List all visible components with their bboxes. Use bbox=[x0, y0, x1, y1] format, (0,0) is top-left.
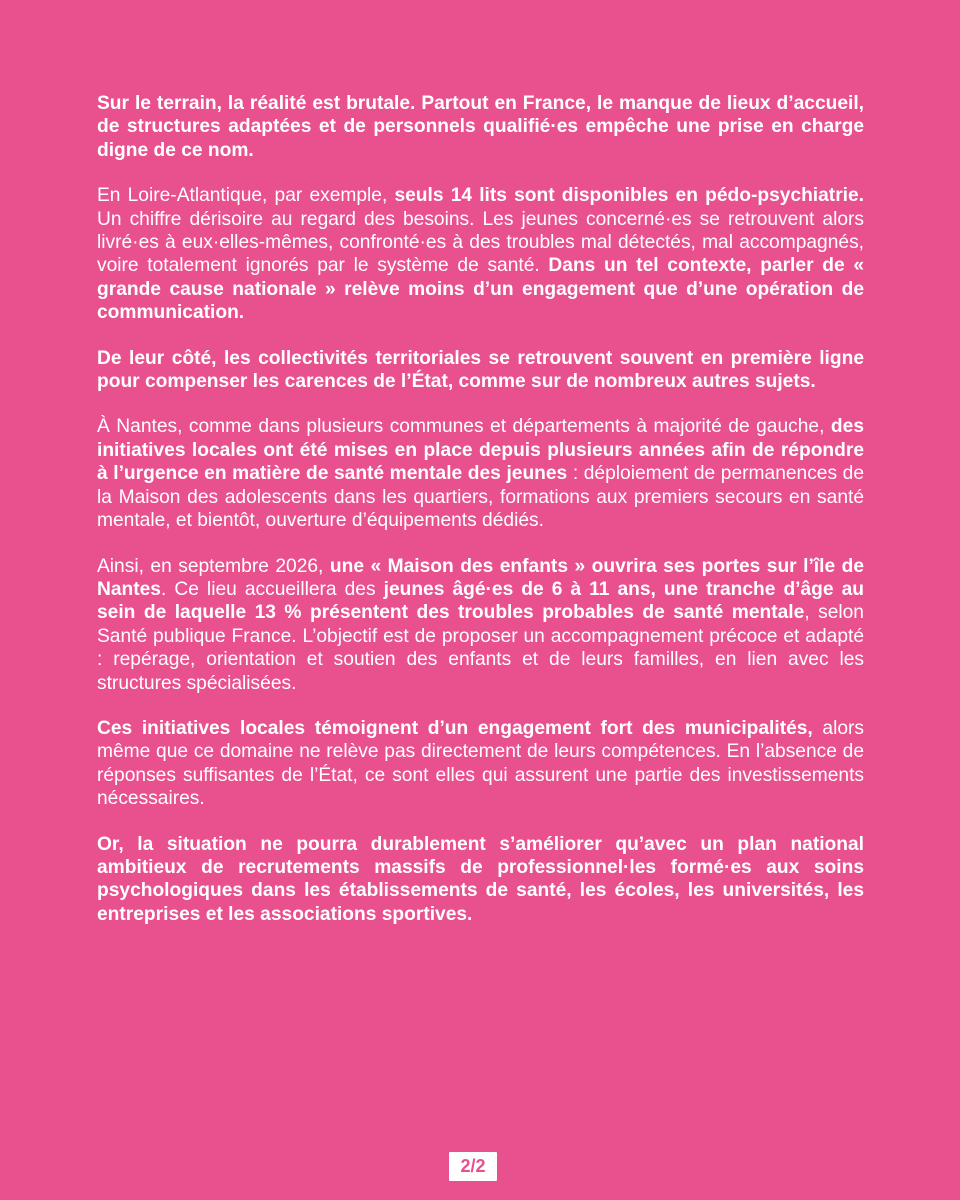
text-run: Ces initiatives locales témoignent d’un engagement fort des municipalités, bbox=[97, 717, 813, 739]
text-run: Ainsi, en septembre 2026, bbox=[97, 555, 330, 577]
text-run: . Ce lieu accueillera des bbox=[160, 578, 384, 600]
paragraph-4 bbox=[97, 415, 864, 532]
text-run: Or, la situation ne pourra durablement s’améliorer qu’avec un plan national ambitieux de recrutements massifs de professionnel·les formé·es aux soins psychologiques dans les établissements de santé, les écoles, les universités, les entreprises et les associations sportives. bbox=[97, 833, 864, 925]
article-body bbox=[97, 92, 864, 948]
paragraph-1 bbox=[97, 92, 864, 162]
text-run: des initiatives locales ont été mises en place depuis plusieurs années afin de répondre à l’urgence en matière de santé mentale des jeunes bbox=[97, 416, 864, 485]
text-run: En Loire-Atlantique, par exemple, bbox=[97, 185, 395, 207]
text-run: , selon Santé publique France. L’objectif est de proposer un accompagnement précoce et adapté : repérage, orientation et soutien des enfants et de leurs familles, en lien avec les structures spécialisées. bbox=[97, 602, 864, 694]
text-run: De leur côté, les collectivités territoriales se retrouvent souvent en première ligne pour compenser les carences de l’État, comme sur de nombreux autres sujets. bbox=[97, 347, 864, 393]
text-run: : déploiement de permanences de la Maison des adolescents dans les quartiers, formations aux premiers secours en santé mentale, et bientôt, ouverture d’équipements dédiés. bbox=[97, 463, 864, 532]
paragraph-3 bbox=[97, 347, 864, 394]
paragraph-2 bbox=[97, 184, 864, 324]
paragraph-6 bbox=[97, 717, 864, 811]
text-run: À Nantes, comme dans plusieurs communes et départements à majorité de gauche, bbox=[97, 416, 831, 438]
text-run: jeunes âgé·es de 6 à 11 ans, une tranche d’âge au sein de laquelle 13 % présentent des troubles probables de santé mentale bbox=[97, 578, 864, 624]
paragraph-5 bbox=[97, 555, 864, 695]
text-run: Un chiffre dérisoire au regard des besoins. Les jeunes concerné·es se retrouvent alors livré·es à eux·elles-mêmes, confronté·es à des troubles mal détectés, mal accompagnés, voire totalement ignorés par le système de santé. bbox=[97, 208, 864, 277]
text-run: seuls 14 lits sont disponibles en pédo-psychiatrie. bbox=[394, 185, 864, 207]
text-run: Dans un tel contexte, parler de « grande cause nationale » relève moins d’un engagement que d’une opération de communication. bbox=[97, 255, 864, 324]
page-number-badge: 2/2 bbox=[449, 1152, 497, 1181]
text-run: une « Maison des enfants » ouvrira ses portes sur l’île de Nantes bbox=[97, 555, 864, 600]
text-run: Sur le terrain, la réalité est brutale. Partout en France, le manque de lieux d’accueil, de structures adaptées et de personnels qualifié·es empêche une prise en charge digne de ce nom. bbox=[97, 93, 864, 161]
paragraph-7 bbox=[97, 833, 864, 927]
text-run: alors même que ce domaine ne relève pas directement de leurs compétences. En l’absence de réponses suffisantes de l’État, ce sont elles qui assurent une partie des investissements nécessaires. bbox=[97, 717, 864, 810]
